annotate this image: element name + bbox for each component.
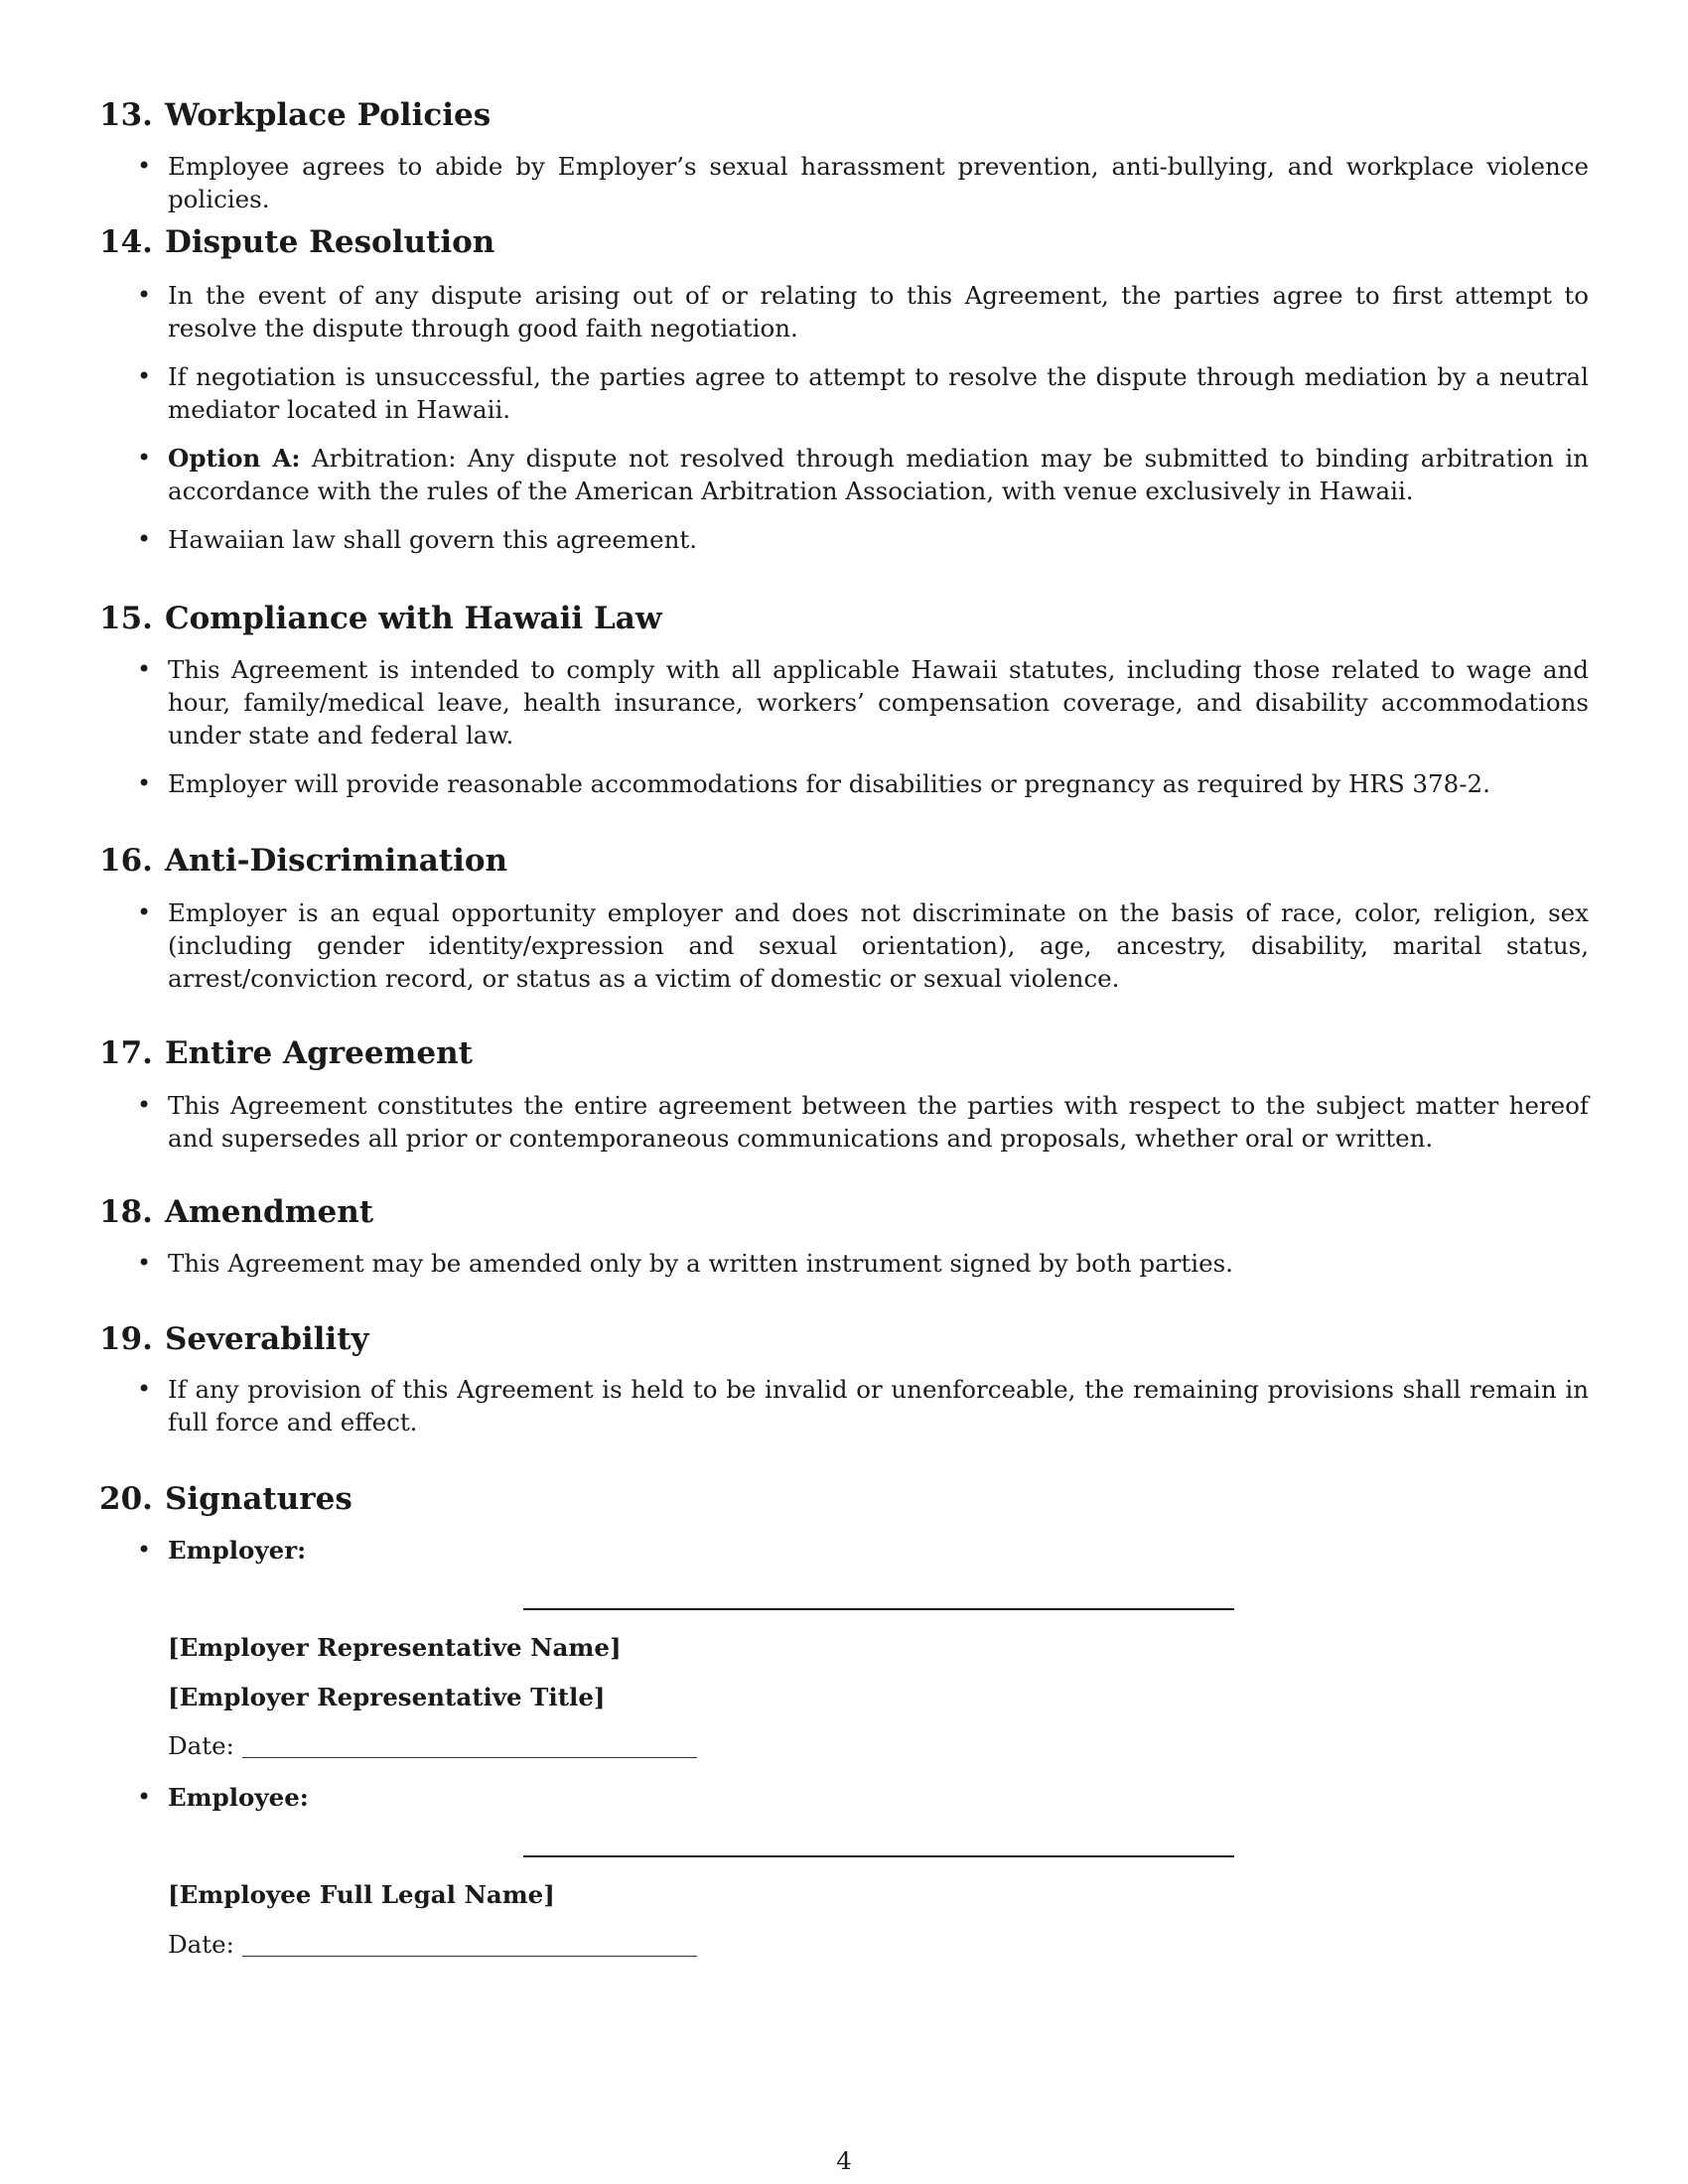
item-text: Hawaiian law shall govern this agreement. [168, 525, 698, 554]
item-text: Employee agrees to abide by Employer’s sexual harassment prevention, anti-bullying, and workplace violence policies. [168, 152, 1589, 213]
section-title: Entire Agreement [164, 1035, 473, 1071]
employer-label: Employer: [168, 1536, 307, 1565]
bullet-list [99, 653, 1589, 800]
list-item [99, 1373, 1589, 1438]
employee-signature-line[interactable] [523, 1855, 1234, 1857]
item-text: Employer is an equal opportunity employer and does not discriminate on the basis of race, color, religion, sex (including gender identity/expression and sexual orientation), age, ancestry, disability, marital status, arrest/conviction record, or status as a victim of domestic or sexual violence. [168, 898, 1589, 993]
section-15 [99, 599, 1589, 798]
item-text: If negotiation is unsuccessful, the parties agree to attempt to resolve the dispute through mediation by a neutral mediator located in Hawaii. [168, 362, 1589, 424]
bullet-list [99, 896, 1589, 995]
section-number: 16. [99, 843, 153, 879]
section-13 [99, 95, 1589, 213]
employee-date-field[interactable] [242, 1956, 697, 1957]
employee-full-name [168, 1878, 555, 1911]
list-item [99, 523, 1589, 556]
section-heading [99, 1192, 1589, 1232]
list-item [99, 360, 1589, 426]
bullet-icon: • [137, 525, 152, 553]
bullet-icon: • [137, 281, 152, 309]
item-text: If any provision of this Agreement is held to be invalid or unenforceable, the remaining provisions shall remain in full force and effect. [168, 1375, 1589, 1436]
section-17 [99, 1033, 1589, 1153]
section-title: Workplace Policies [164, 97, 492, 133]
employee-date-row [168, 1928, 697, 1961]
bullet-list [99, 1247, 1589, 1280]
date-label: Date: [168, 1930, 234, 1959]
employer-rep-name [168, 1631, 622, 1664]
employer-rep-title-text: [Employer Representative Title] [168, 1683, 606, 1711]
section-18 [99, 1192, 1589, 1278]
employer-rep-title [168, 1681, 606, 1713]
item-text: This Agreement may be amended only by a written instrument signed by both parties. [168, 1249, 1233, 1278]
item-text: This Agreement is intended to comply with all applicable Hawaii statutes, including those related to wage and hour, family/medical leave, health insurance, workers’ compensation coverage, and disability accommodations under state and federal law. [168, 655, 1589, 750]
section-heading [99, 1319, 1589, 1359]
list-item [99, 279, 1589, 344]
employer-date-row [168, 1729, 697, 1762]
bullet-icon: • [137, 655, 152, 683]
list-item [99, 1247, 1589, 1280]
section-19 [99, 1319, 1589, 1436]
page-number: 4 [836, 2146, 852, 2175]
section-title: Dispute Resolution [164, 224, 495, 260]
section-number: 14. [99, 224, 153, 260]
list-item [99, 653, 1589, 751]
bullet-icon: • [137, 152, 152, 180]
section-heading [99, 95, 1589, 135]
bullet-list [99, 1373, 1589, 1438]
bullet-list [99, 1089, 1589, 1155]
date-label: Date: [168, 1731, 234, 1760]
bullet-icon: • [137, 769, 152, 797]
item-text: Arbitration: Any dispute not resolved through mediation may be submitted to binding arbitration in accordance with the rules of the American Arbitration Association, with venue exclusively in Hawaii. [168, 444, 1589, 505]
bullet-icon: • [137, 898, 152, 926]
list-item [99, 150, 1589, 215]
section-title: Signatures [164, 1481, 352, 1517]
bullet-icon: • [137, 444, 152, 472]
list-item [99, 896, 1589, 995]
item-text: In the event of any dispute arising out of or relating to this Agreement, the parties agree to first attempt to resolve the dispute through good faith negotiation. [168, 281, 1589, 342]
employer-rep-name-text: [Employer Representative Name] [168, 1633, 622, 1662]
bullet-icon: • [137, 1783, 152, 1811]
section-number: 19. [99, 1321, 153, 1357]
item-text: This Agreement constitutes the entire agreement between the parties with respect to the subject matter hereof and supersedes all prior or contemporaneous communications and proposals, whether oral or written. [168, 1091, 1589, 1153]
bullet-icon: • [137, 1249, 152, 1277]
list-item [99, 767, 1589, 800]
section-number: 15. [99, 601, 153, 636]
section-heading [99, 1033, 1589, 1073]
bullet-icon: • [137, 1375, 152, 1403]
section-number: 18. [99, 1194, 153, 1230]
section-heading [99, 841, 1589, 881]
section-title: Amendment [164, 1194, 374, 1230]
list-item [99, 1089, 1589, 1155]
section-number: 17. [99, 1035, 153, 1071]
section-number: 20. [99, 1481, 153, 1517]
bullet-icon: • [137, 1536, 152, 1564]
section-number: 13. [99, 97, 153, 133]
bullet-icon: • [137, 362, 152, 390]
employee-full-name-text: [Employee Full Legal Name] [168, 1880, 555, 1909]
section-heading [99, 1479, 1589, 1519]
employer-signature-line[interactable] [523, 1608, 1234, 1610]
bullet-list [99, 150, 1589, 215]
item-text: Employer will provide reasonable accommodations for disabilities or pregnancy as required by HRS 378-2. [168, 769, 1490, 798]
list-item [99, 442, 1589, 507]
bullet-icon: • [137, 1091, 152, 1119]
section-title: Compliance with Hawaii Law [164, 601, 662, 636]
section-heading [99, 222, 1589, 262]
bullet-list [99, 279, 1589, 556]
section-20 [99, 1479, 1589, 1519]
section-title: Severability [164, 1321, 369, 1357]
employee-label: Employee: [168, 1783, 309, 1812]
section-title: Anti-Discrimination [164, 843, 508, 879]
employer-date-field[interactable] [242, 1757, 697, 1758]
section-heading [99, 599, 1589, 638]
section-14 [99, 222, 1589, 554]
option-label: Option A: [168, 444, 301, 473]
section-16 [99, 841, 1589, 993]
